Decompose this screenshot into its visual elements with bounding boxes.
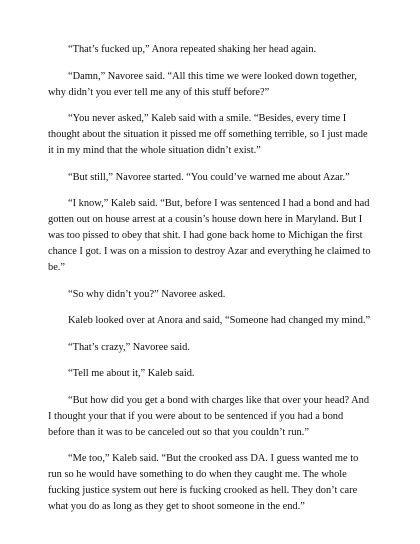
paragraph: “I know,” Kaleb said. “But, before I was sentenced I had a bond and had gotten out on house arrest at a cousin’s house down here in Maryland. But I was too pissed to obey that shit. I had gone back home to Michigan the first chance I got. I was on a mission to destroy Azar and everything he claimed to be.”: [48, 198, 371, 273]
paragraph: Kaleb looked over at Anora and said, “Someone had changed my mind.”: [68, 315, 371, 326]
paragraph: “But how did you get a bond with charges like that over your head? And I thought your that if you were about to be sentenced if you had a bond before than it was to be canceled out so that you couldn’t run.”: [48, 394, 370, 438]
paragraph: “That’s fucked up,” Anora repeated shaking her head again.: [68, 44, 317, 55]
paragraph: “You never asked,” Kaleb said with a smile. “Besides, every time I thought about the situation it pissed me off something terrible, so I just made it in my mind that the whole situation didn’t exist.”: [48, 113, 368, 156]
paragraph: “So why didn’t you?” Navoree asked.: [68, 288, 226, 300]
paragraph: “Me too,” Kaleb said. “But the crooked ass DA. I guess wanted me to run so he would have something to do when they caught me. The whole fucking justice system out here is fucking crooked as hell. They don’t care what you do as long as they get to shoot someone in the end.”: [48, 453, 359, 512]
body-text: [48, 42, 372, 526]
paragraph: “But still,” Navoree started. “You could’ve warned me about Azar.”: [68, 171, 350, 183]
paragraph: “Tell me about it,” Kaleb said.: [68, 368, 195, 379]
paragraph: “That’s crazy,” Navoree said.: [68, 341, 190, 353]
paragraph: “Damn,” Navoree said. “All this time we were looked down together, why didn’t you ever tell me any of this stuff before?”: [48, 70, 357, 98]
